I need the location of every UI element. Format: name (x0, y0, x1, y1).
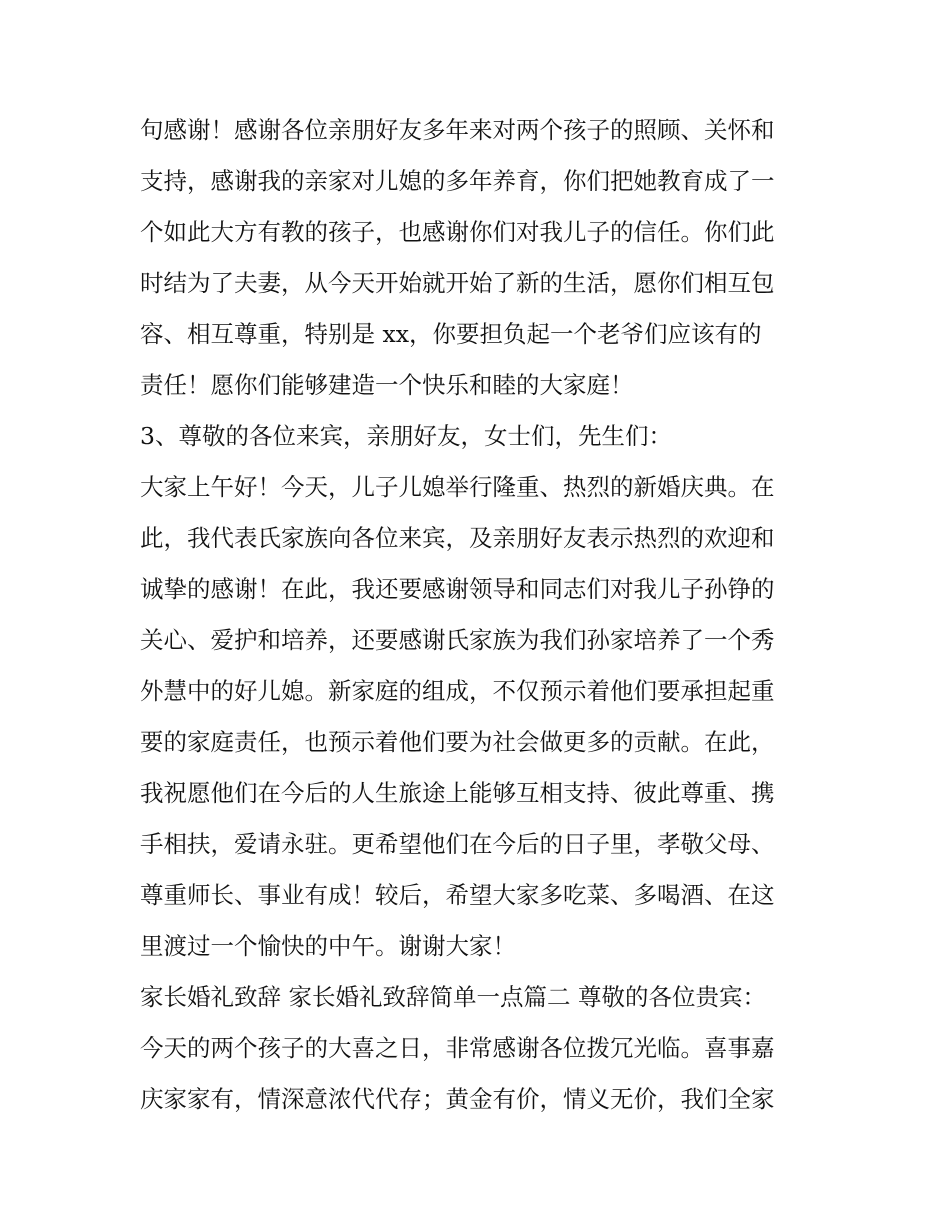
text-line: 手相扶，爱请永驻。更希望他们在今后的日子里，孝敬父母、 (140, 830, 775, 858)
section-heading-2: 家长婚礼致辞 家长婚礼致辞简单一点篇二 尊敬的各位贵宾： (140, 983, 766, 1011)
text-line: 责任！愿你们能够建造一个快乐和睦的大家庭！ (140, 371, 634, 399)
text-line: 诚挚的感谢！在此，我还要感谢领导和同志们对我儿子孙铮的 (140, 575, 775, 603)
text-line: 庆家家有，情深意浓代代存；黄金有价，情义无价，我们全家 (140, 1085, 775, 1113)
text-line: 支持，感谢我的亲家对儿媳的多年养育，你们把她教育成了一 (140, 167, 775, 195)
document-body (140, 105, 820, 1125)
text-line: 外慧中的好儿媳。新家庭的组成，不仅预示着他们要承担起重 (140, 677, 775, 705)
text-line: 要的家庭责任，也预示着他们要为社会做更多的贡献。在此， (140, 728, 775, 756)
text-line: 时结为了夫妻，从今天开始就开始了新的生活，愿你们相互包 (140, 269, 775, 297)
text-line: 关心、爱护和培养，还要感谢氏家族为我们孙家培养了一个秀 (140, 626, 775, 654)
text-line: 大家上午好！今天，儿子儿媳举行隆重、热烈的新婚庆典。在 (140, 473, 775, 501)
text-line: 此，我代表氏家族向各位来宾，及亲朋好友表示热烈的欢迎和 (140, 524, 775, 552)
section-heading-3: 3、尊敬的各位来宾，亲朋好友，女士们，先生们： (140, 422, 672, 450)
text-line: 我祝愿他们在今后的人生旅途上能够互相支持、彼此尊重、携 (140, 779, 775, 807)
text-line: 里渡过一个愉快的中午。谢谢大家！ (140, 932, 516, 960)
text-line: 句感谢！感谢各位亲朋好友多年来对两个孩子的照顾、关怀和 (140, 116, 775, 144)
text-line: 尊重师长、事业有成！较后，希望大家多吃菜、多喝酒、在这 (140, 881, 775, 909)
text-line: 今天的两个孩子的大喜之日，非常感谢各位拨冗光临。喜事嘉 (140, 1034, 775, 1062)
text-line: 个如此大方有教的孩子，也感谢你们对我儿子的信任。你们此 (140, 218, 775, 246)
text-line: 容、相互尊重，特别是 xx，你要担负起一个老爷们应该有的 (140, 320, 762, 348)
